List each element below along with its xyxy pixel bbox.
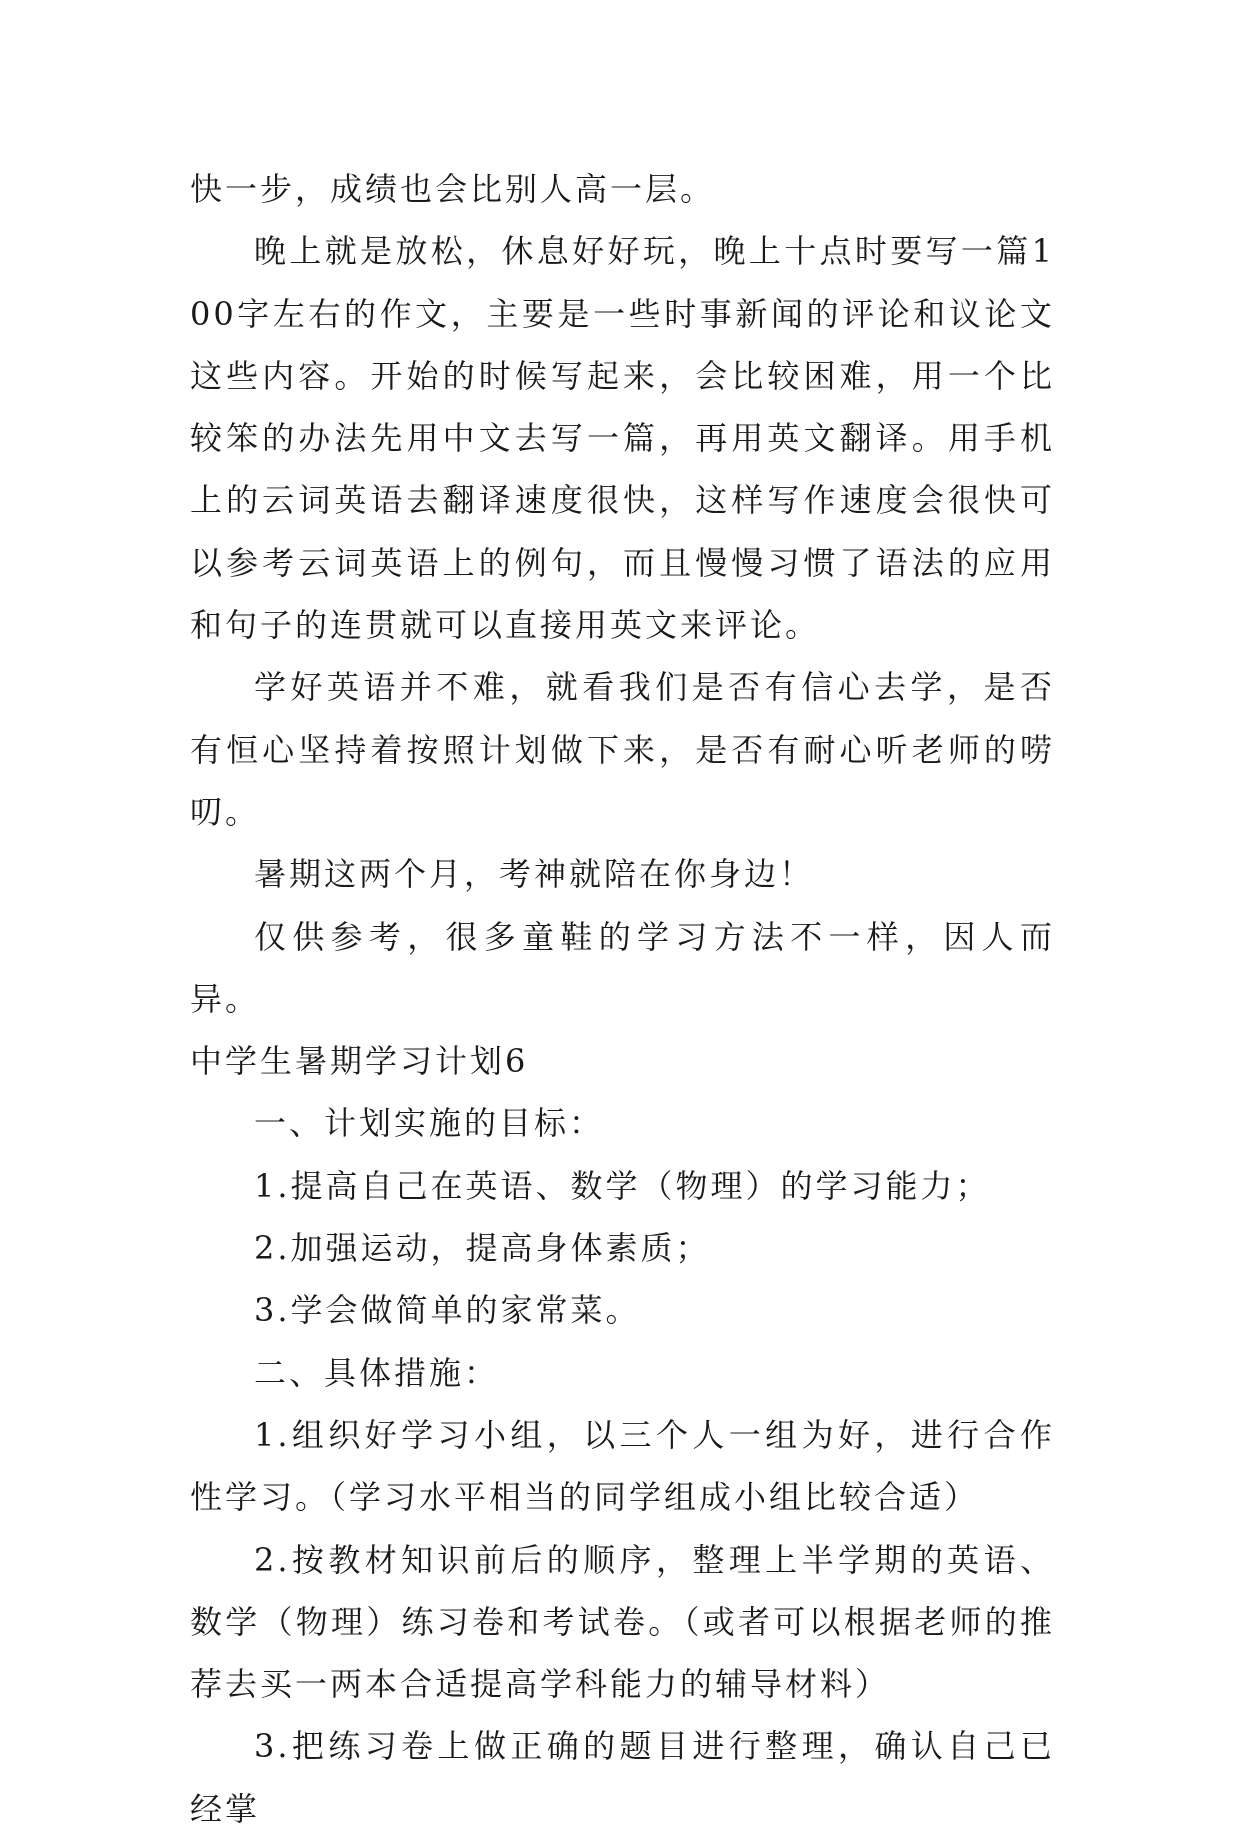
paragraph-evening-writing: 晚上就是放松，休息好好玩，晚上十点时要写一篇100字左右的作文，主要是一些时事新闻的评论和议论文这些内容。开始的时候写起来，会比较困难，用一个比较笨的办法先用中文去写一篇，再用英文翻译。用手机上的云词英语去翻译速度很快，这样写作速度会很快可以参考云词英语上的例句，而且慢慢习惯了语法的应用和句子的连贯就可以直接用英文来评论。 bbox=[190, 232, 1055, 645]
section-heading: 中学生暑期学习计划6 bbox=[190, 1042, 529, 1081]
subheading-measures: 二、具体措施： bbox=[254, 1353, 500, 1392]
paragraph-learning-english: 学好英语并不难，就看我们是否有信心去学，是否有恒心坚持着按照计划做下来，是否有耐心听老师的唠叨。 bbox=[190, 668, 1055, 831]
subheading-goals: 一、计划实施的目标： bbox=[254, 1104, 605, 1143]
document-body bbox=[190, 158, 1055, 1840]
measure-item-1: 1.组织好学习小组，以三个人一组为好，进行合作性学习。（学习水平相当的同学组成小组比较合适） bbox=[190, 1415, 1055, 1517]
goal-item-2: 2.加强运动，提高身体素质； bbox=[254, 1229, 711, 1268]
paragraph-continuation: 快一步，成绩也会比别人高一层。 bbox=[190, 170, 716, 208]
measure-item-2: 2.按教材知识前后的顺序，整理上半学期的英语、数学（物理）练习卷和考试卷。（或者可以根据老师的推荐去买一两本合适提高学科能力的辅导材料） bbox=[190, 1540, 1055, 1704]
paragraph-summer-blessing: 暑期这两个月，考神就陪在你身边！ bbox=[254, 855, 815, 894]
goal-item-3: 3.学会做简单的家常菜。 bbox=[254, 1291, 641, 1330]
paragraph-reference-note: 仅供参考，很多童鞋的学习方法不一样，因人而异。 bbox=[190, 917, 1055, 1018]
measure-item-3: 3.把练习卷上做正确的题目进行整理，确认自己已经掌 bbox=[190, 1727, 1055, 1828]
goal-item-1: 1.提高自己在英语、数学（物理）的学习能力； bbox=[254, 1166, 991, 1205]
